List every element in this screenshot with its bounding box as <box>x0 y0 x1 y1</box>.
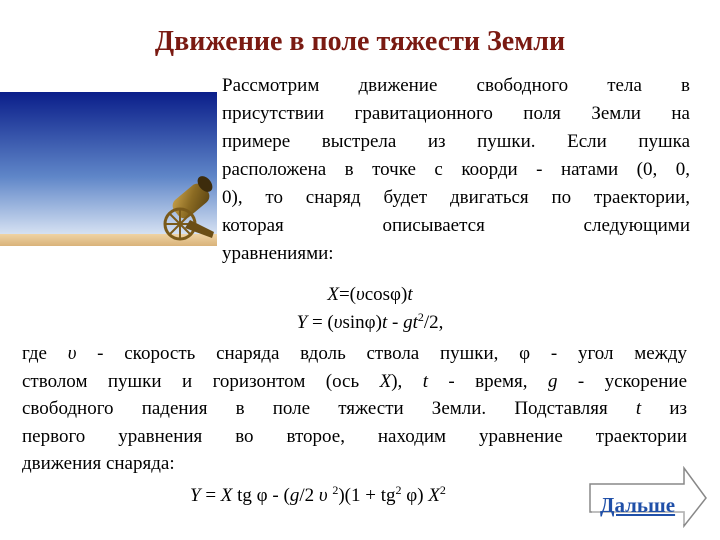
intro-line: уравнениями: <box>222 243 334 264</box>
explanation-paragraph <box>22 340 687 478</box>
equation-trajectory: Y = X tg φ - (g/2 υ $^2)(1 + tg^2$ φ) $X^2$ <box>190 483 446 506</box>
slide-title: Движение в поле тяжести Земли <box>154 26 566 57</box>
equation-y: $Y = (\upsilon\sin\varphi)t - gt^2/2$, <box>296 310 444 333</box>
intro-line: расположена в точке с коорди - натами (0, 0, <box>222 159 690 180</box>
intro-line: присутствии гравитационного поля Земли на <box>222 103 690 124</box>
body-line: стволом пушки и горизонтом (ось X), t - время, g - ускорение <box>22 370 688 392</box>
intro-line: 0), то снаряд будет двигаться по траектории, <box>222 187 690 208</box>
intro-line: Рассмотрим движение свободного тела в <box>222 75 690 96</box>
next-button[interactable]: Дальше <box>600 493 676 517</box>
body-line: движения снаряда: <box>22 453 175 474</box>
intro-line: примере выстрела из пушки. Если пушка <box>222 131 690 152</box>
body-line: свободного падения в поле тяжести Земли. Подставляя t из <box>22 398 687 419</box>
equation-x: X=(υcosφ)t <box>327 284 413 305</box>
body-line: первого уравнения во второе, находим уравнение траектории <box>22 425 687 447</box>
intro-line: которая описывается следующими <box>222 215 690 236</box>
cannon-illustration <box>0 92 217 246</box>
intro-paragraph <box>222 72 690 268</box>
body-line: где υ - скорость снаряда вдоль ствола пушки, φ - угол между <box>22 343 687 364</box>
